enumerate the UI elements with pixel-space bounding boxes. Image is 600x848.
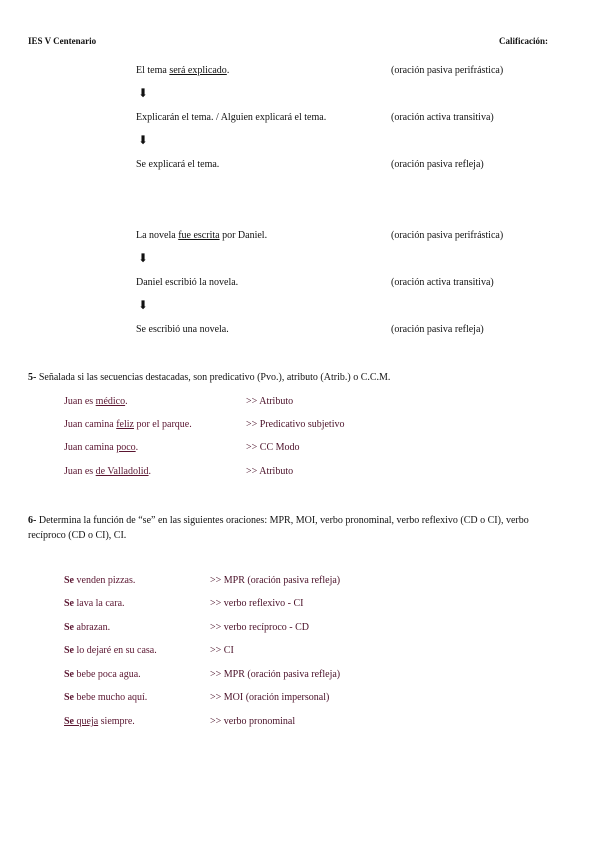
text-segment: La novela xyxy=(136,230,179,241)
text-segment: . xyxy=(148,466,152,477)
highlighted-segment: feliz xyxy=(116,419,134,430)
q5-answer-2: >> Predicativo subjetivo xyxy=(246,419,345,430)
highlighted-segment: queja xyxy=(74,716,99,727)
se-marker: Se xyxy=(64,669,74,680)
block1-label-2: (oración activa transitiva) xyxy=(391,112,494,123)
text-segment: bebe mucho aquí. xyxy=(74,692,148,703)
highlighted-segment: médico xyxy=(95,396,126,407)
block1-sentence-2 xyxy=(136,112,326,123)
q6-sentence-3 xyxy=(64,622,110,633)
q5-prompt xyxy=(28,372,390,383)
down-arrow-icon: ⬇ xyxy=(138,133,149,147)
school-name: IES V Centenario xyxy=(28,36,97,46)
highlighted-segment: será explicado xyxy=(169,65,227,76)
text-segment: Se explicará el tema. xyxy=(136,159,220,170)
block2-sentence-2 xyxy=(136,277,238,288)
q6-sentence-5 xyxy=(64,669,141,680)
se-marker: Se xyxy=(64,645,74,656)
q6-sentence-2 xyxy=(64,598,125,609)
down-arrow-icon: ⬇ xyxy=(138,251,149,265)
text-segment: lo dejaré en su casa. xyxy=(74,645,157,656)
text-segment: . xyxy=(226,65,230,76)
block1-sentence-1 xyxy=(136,65,229,76)
block1-sentence-3 xyxy=(136,159,219,170)
q6-sentence-6 xyxy=(64,692,147,703)
text-segment: bebe poca agua. xyxy=(74,669,141,680)
text-segment: Explicarán el tema. / Alguien explicará el tema. xyxy=(136,112,327,123)
highlighted-segment: poco xyxy=(116,442,136,453)
se-marker: Se xyxy=(64,575,74,586)
q6-answer-7: >> verbo pronominal xyxy=(210,716,296,727)
text-segment: Juan camina xyxy=(64,442,117,453)
q5-answer-1: >> Atributo xyxy=(246,396,294,407)
q5-sentence-4 xyxy=(64,466,151,477)
text-segment: Daniel escribió la novela. xyxy=(136,277,239,288)
q5-answer-4: >> Atributo xyxy=(246,466,294,477)
highlighted-segment: de Valladolid xyxy=(95,466,149,477)
text-segment: siempre. xyxy=(98,716,135,727)
q6-sentence-7 xyxy=(64,716,135,727)
text-segment: . xyxy=(125,396,128,407)
text-segment: Juan es xyxy=(64,396,96,407)
text-segment: lava la cara. xyxy=(74,598,125,609)
q6-answer-4: >> CI xyxy=(210,645,234,656)
se-marker: Se xyxy=(64,622,74,633)
q5-sentence-2 xyxy=(64,419,192,430)
q6-sentence-1 xyxy=(64,575,135,586)
se-marker: Se xyxy=(64,598,74,609)
block2-sentence-1 xyxy=(136,230,267,241)
block1-label-1: (oración pasiva perifrástica) xyxy=(391,65,504,76)
q5-number: 5- xyxy=(28,372,37,383)
down-arrow-icon: ⬇ xyxy=(138,86,149,100)
q6-answer-5: >> MPR (oración pasiva refleja) xyxy=(210,669,341,680)
se-marker: Se xyxy=(64,692,74,703)
q6-number: 6- xyxy=(28,515,37,526)
q5-sentence-1 xyxy=(64,396,128,407)
text-segment: abrazan. xyxy=(74,622,111,633)
highlighted-segment: Se xyxy=(64,716,74,727)
q6-sentence-4 xyxy=(64,645,157,656)
q5-sentence-3 xyxy=(64,442,138,453)
block1-label-3: (oración pasiva refleja) xyxy=(391,159,484,170)
down-arrow-icon: ⬇ xyxy=(138,298,149,312)
q6-answer-6: >> MOI (oración impersonal) xyxy=(210,692,330,703)
q5-text: Señalada si las secuencias destacadas, son predicativo (Pvo.), atributo (Atrib.) o C.C.M. xyxy=(36,372,391,383)
grade-label: Calificación: xyxy=(499,36,548,46)
block2-label-1: (oración pasiva perifrástica) xyxy=(391,230,504,241)
q6-prompt xyxy=(28,513,568,543)
text-segment: por el parque. xyxy=(133,419,192,430)
highlighted-segment: fue escrita xyxy=(178,230,220,241)
block2-label-2: (oración activa transitiva) xyxy=(391,277,494,288)
text-segment: Juan es xyxy=(64,466,96,477)
q5-answer-3: >> CC Modo xyxy=(246,442,300,453)
text-segment: Juan camina xyxy=(64,419,117,430)
text-segment: venden pizzas. xyxy=(74,575,136,586)
text-segment: . xyxy=(135,442,139,453)
text-segment: por Daniel. xyxy=(219,230,268,241)
q6-answer-1: >> MPR (oración pasiva refleja) xyxy=(210,575,341,586)
text-segment: Se escribió una novela. xyxy=(136,324,229,335)
block2-sentence-3 xyxy=(136,324,229,335)
text-segment: El tema xyxy=(136,65,170,76)
q6-answer-2: >> verbo reflexivo - CI xyxy=(210,598,304,609)
q6-text: Determina la función de “se” en las siguientes oraciones: MPR, MOI, verbo pronominal, verbo reflexivo (CD o CI), verbo recíproco (CD o CI), CI. xyxy=(28,515,529,541)
q6-answer-3: >> verbo recíproco - CD xyxy=(210,622,310,633)
block2-label-3: (oración pasiva refleja) xyxy=(391,324,484,335)
